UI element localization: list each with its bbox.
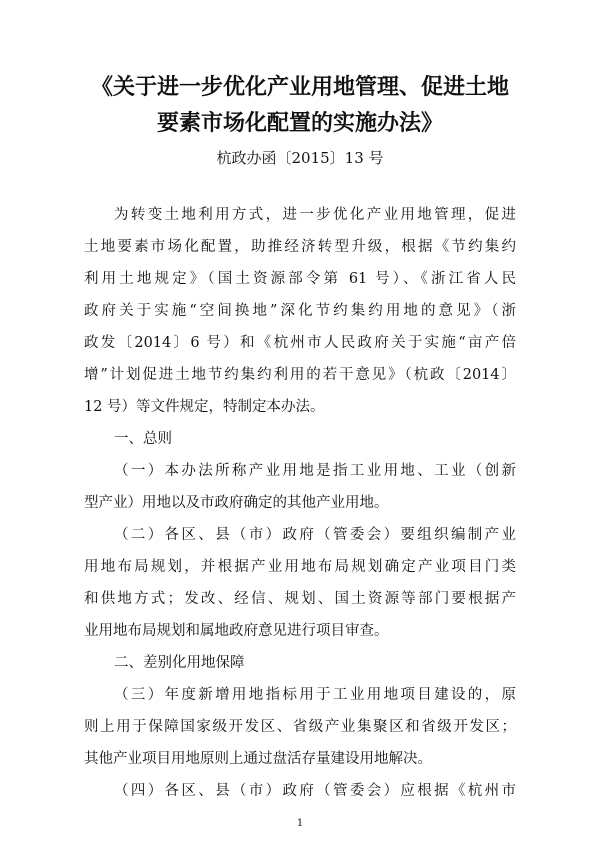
item-3-line: （三）年度新增用地指标用于工业用地项目建设的，原 [114, 687, 516, 703]
page-number: 1 [296, 818, 304, 829]
preamble-line: 为转变土地利用方式，进一步优化产业用地管理，促进 [114, 207, 516, 223]
item-4-line: （四）各区、县（市）政府（管委会）应根据《杭州市 [114, 783, 516, 799]
item-1-line: 型产业）用地以及市政府确定的其他产业用地。 [84, 495, 389, 511]
section-heading-general: 一、总则 [114, 431, 172, 447]
preamble-line: 增”计划促进土地节约集约利用的若干意见》（杭政〔2014〕 [84, 367, 516, 383]
item-1-line: （一）本办法所称产业用地是指工业用地、工业（创新 [114, 463, 516, 479]
item-3-line: 则上用于保障国家级开发区、省级产业集聚区和省级开发区； [84, 719, 516, 735]
item-2-line: 用地布局规划，并根据产业用地布局规划确定产业项目门类 [84, 559, 516, 575]
document-title-line-2: 要素市场化配置的实施办法》 [156, 111, 443, 136]
item-2-line: 业用地布局规划和属地政府意见进行项目审查。 [84, 623, 389, 639]
preamble-line: 政府关于实施“空间换地”深化节约集约用地的意见》（浙 [84, 303, 516, 319]
item-2-line: 和供地方式；发改、经信、规划、国土资源等部门要根据产 [84, 591, 516, 607]
preamble-line: 利用土地规定》（国土资源部令第 61 号）、《浙江省人民 [84, 271, 516, 287]
preamble-line: 12 号）等文件规定，特制定本办法。 [84, 399, 325, 415]
preamble-line: 土地要素市场化配置，助推经济转型升级，根据《节约集约 [84, 239, 516, 255]
item-2-line: （二）各区、县（市）政府（管委会）要组织编制产业 [114, 527, 516, 543]
document-title-line-1: 《关于进一步优化产业用地管理、促进土地 [90, 75, 509, 100]
section-heading-land-guarantee: 二、差别化用地保障 [114, 655, 245, 671]
document-number: 杭政办函〔2015〕13 号 [216, 149, 384, 167]
preamble-line: 政发〔2014〕6 号）和《杭州市人民政府关于实施“亩产倍 [84, 335, 516, 351]
item-3-line: 其他产业项目用地原则上通过盘活存量建设用地解决。 [84, 751, 432, 767]
